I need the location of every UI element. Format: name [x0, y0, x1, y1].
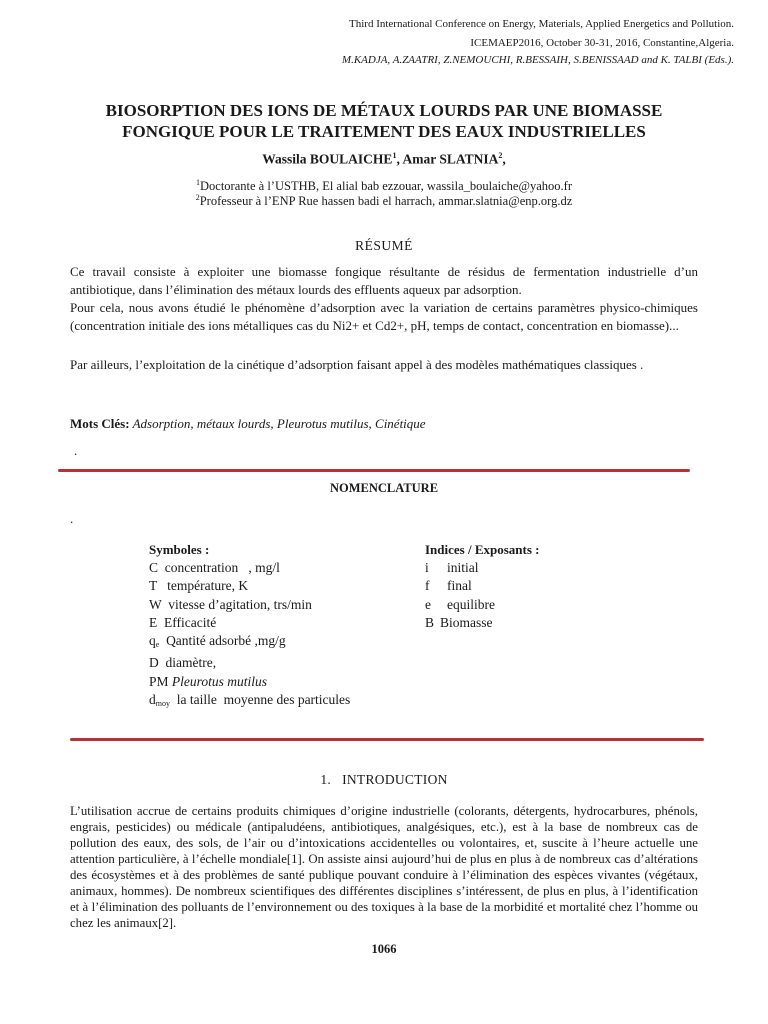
abstract-paragraph-3: Par ailleurs, l’exploitation de la cinétique d’adsorption faisant appel à des modèles mathématiques classiques . — [70, 357, 644, 372]
affiliation-1-text: Doctorante à l’USTHB, El alial bab ezzouar, wassila_boulaiche@yahoo.fr — [200, 179, 572, 194]
keywords-label: Mots Clés: — [70, 416, 130, 431]
author-sep: , — [396, 151, 403, 167]
title-line-1: BIOSORPTION DES IONS DE MÉTAUX LOURDS PAR UNE BIOMASSE — [105, 101, 663, 120]
symbol-key: T — [149, 578, 158, 594]
index-key: e — [425, 596, 431, 612]
author-end: , — [502, 151, 506, 167]
index-row — [425, 559, 495, 577]
paper-title — [60, 100, 708, 142]
author-2-sup: 2 — [498, 151, 503, 160]
index-desc: Biomasse — [440, 614, 493, 630]
affiliation-1-sup: 1 — [196, 178, 200, 187]
symbol-desc: Efficacité — [157, 614, 217, 630]
symbol-row — [149, 596, 350, 614]
introduction-heading: 1. INTRODUCTION — [320, 772, 448, 787]
affiliation-2-sup: 2 — [195, 193, 200, 202]
symbol-key: E — [149, 614, 158, 630]
symbol-row — [149, 577, 350, 595]
symbol-key: PM — [149, 673, 169, 689]
conference-name: Third International Conference on Energy, Materials, Applied Energetics and Pollution. — [349, 18, 734, 30]
symbol-desc: Qantité adsorbé ,mg/g — [159, 633, 286, 649]
affiliation-2 — [0, 193, 768, 209]
symbol-desc: la taille moyenne des particules — [169, 692, 351, 708]
index-key: B — [425, 614, 435, 630]
symbols-heading: Symboles : — [149, 542, 210, 557]
abstract-paragraph-2: Pour cela, nous avons étudié le phénomène d’adsorption avec la variation de certains paramètres physico-chimiques (concentration initiale des ions métalliques cas du Ni2+ et Cd2+, pH, temps de contact, concentration en biomasse)... — [70, 300, 698, 333]
symbol-desc: concentration , mg/l — [158, 560, 280, 575]
symbol-row — [149, 654, 350, 672]
author-1-sup: 1 — [392, 151, 397, 160]
affiliation-1 — [0, 178, 768, 194]
page-number: 1066 — [371, 942, 397, 956]
symbol-key: W — [149, 596, 162, 612]
abstract-heading: RÉSUMÉ — [355, 238, 413, 253]
symbol-desc: diamètre, — [158, 655, 217, 671]
section-divider-top — [58, 469, 690, 472]
affiliation-2-text: Professeur à l’ENP Rue hassen badi el harrach, ammar.slatnia@enp.org.dz — [199, 194, 573, 209]
authors — [0, 151, 768, 168]
symbols-list — [149, 559, 350, 713]
index-row — [425, 596, 495, 614]
symbol-row — [149, 673, 350, 691]
symbol-desc: Pleurotus mutilus — [168, 673, 268, 689]
keywords — [70, 416, 426, 432]
symbol-row — [149, 691, 350, 713]
conference-date-location: ICEMAEP2016, October 30-31, 2016, Constantine,Algeria. — [470, 37, 734, 49]
symbol-key: q — [149, 633, 156, 649]
index-row — [425, 577, 495, 595]
symbol-row — [149, 632, 350, 654]
symbol-key: C — [149, 560, 159, 575]
conference-editors: M.KADJA, A.ZAATRI, Z.NEMOUCHI, R.BESSAIH, S.BENISSAAD and K. TALBI (Eds.). — [341, 54, 734, 66]
nomenclature-heading: NOMENCLATURE — [329, 481, 439, 495]
stray-dot-2: . — [70, 511, 74, 526]
abstract-paragraph-1: Ce travail consiste à exploiter une biomasse fongique résultante de résidus de fermentation industrielle d’un antibiotique, dans l’élimination des métaux lourds des effluents aqueux par adsorption. — [70, 264, 698, 297]
index-desc: final — [447, 578, 472, 594]
stray-dot-1: . — [74, 443, 78, 458]
symbol-key: D — [149, 655, 159, 671]
symbol-row — [149, 614, 350, 632]
section-divider-bottom — [70, 738, 704, 741]
indices-list — [425, 559, 495, 632]
author-1: Wassila BOULAICHE — [262, 151, 393, 167]
index-desc: initial — [447, 560, 479, 575]
author-2: Amar SLATNIA — [402, 151, 499, 167]
index-desc: equilibre — [447, 596, 495, 612]
index-row — [425, 614, 495, 632]
index-key: f — [425, 578, 430, 594]
title-line-2: FONGIQUE POUR LE TRAITEMENT DES EAUX INDUSTRIELLES — [122, 122, 646, 141]
symbol-desc: vitesse d’agitation, trs/min — [161, 596, 312, 612]
index-key: i — [425, 560, 429, 575]
keywords-value: Adsorption, métaux lourds, Pleurotus mutilus, Cinétique — [129, 416, 426, 431]
indices-heading: Indices / Exposants : — [425, 542, 540, 557]
symbol-subscript: e — [155, 640, 160, 650]
symbol-subscript: moy — [155, 699, 170, 709]
symbol-row — [149, 559, 350, 577]
symbol-key: d — [149, 692, 156, 708]
symbol-desc: température, K — [157, 578, 249, 594]
introduction-text: L’utilisation accrue de certains produits chimiques d’origine industrielle (colorants, détergents, hydrocarbures, phénols, engrais, pesticides) ou médicale (antipaludéens, antibiotiques, analgésiques, etc.), est à la base de nombreux cas de pollution des eaux, des sols, de l’air ou d’intoxications accidentelles ou volontaires, et, suscite à l’heure actuelle une attention particulière, à l’échelle mondiale[1]. On assiste ainsi aujourd’hui de plus en plus à de nombreux cas d’altérations des écosystèmes et à des problèmes de santé publique pouvant conduire à l’élimination des espèces vivantes (végétaux, animaux, hommes). De nombreux scientifiques des différentes disciplines s’intéressent, de plus en plus, à l’identification et à l’élimination des polluants de l’environnement ou des toxiques à la base de la morbidité et mortalité chez l’homme ou chez les animaux[2]. — [70, 804, 698, 930]
